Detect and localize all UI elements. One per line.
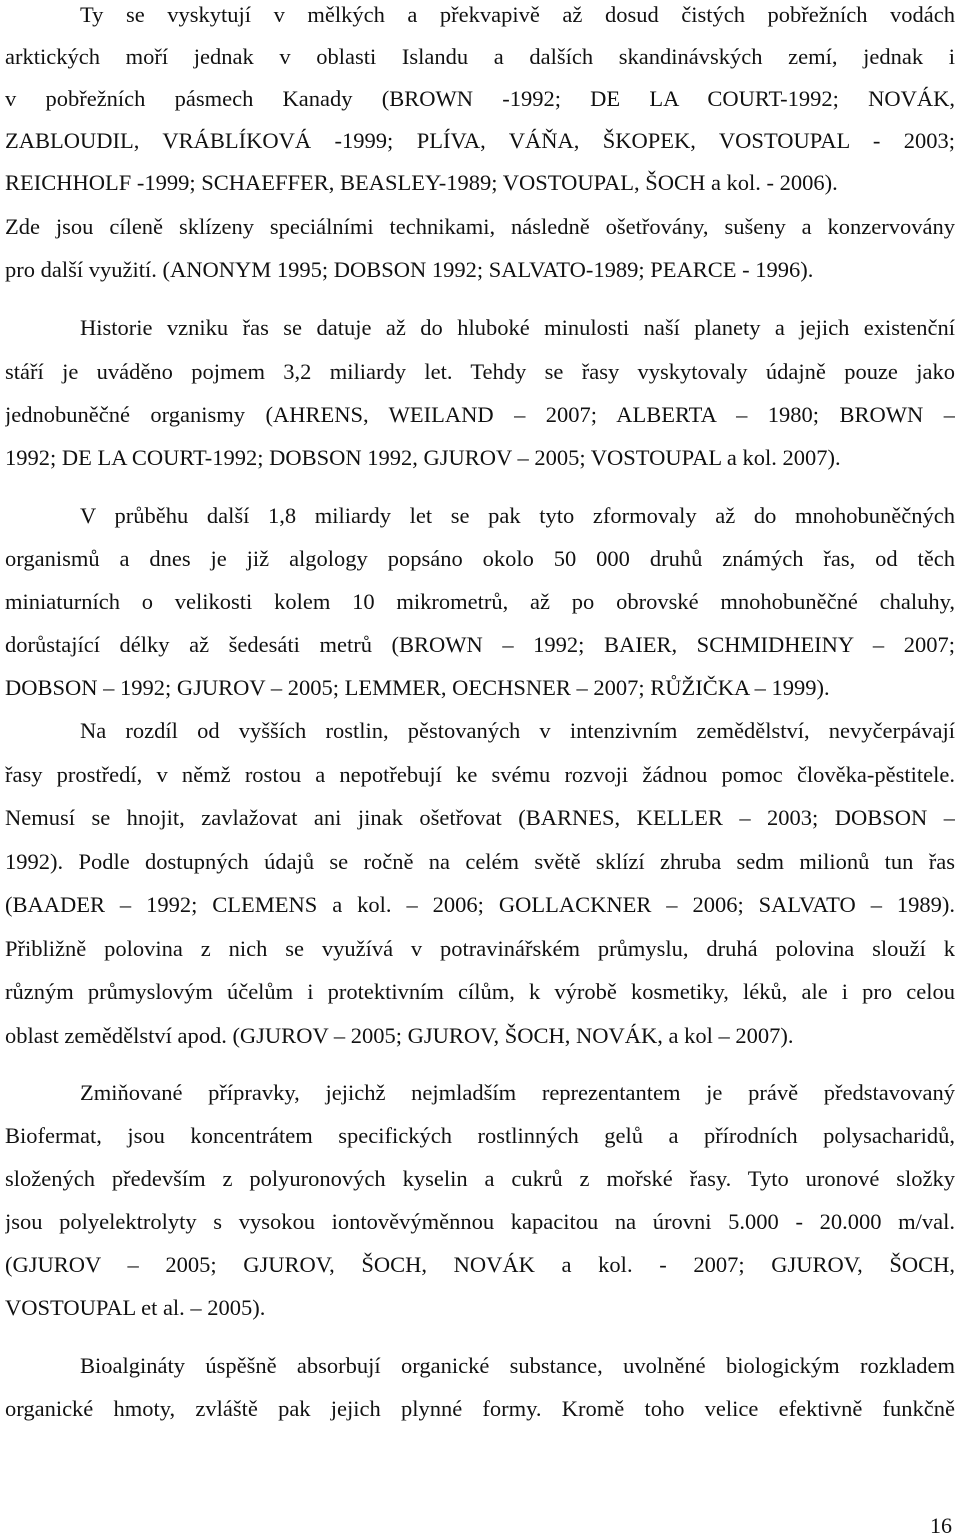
text-line: 1992). Podle dostupných údajů se ročně na celém světě sklízí zhruba sedm milionů tun řas xyxy=(5,849,955,874)
text-line: VOSTOUPAL et al. – 2005). xyxy=(5,1295,266,1320)
text-line: arktických moří jednak v oblasti Islandu a dalších skandinávských zemí, jednak i xyxy=(5,44,955,69)
text-line: organické hmoty, zvláště pak jejich plynné formy. Kromě toho velice efektivně funkčně xyxy=(5,1396,955,1421)
text-line: Historie vzniku řas se datuje až do hluboké minulosti naší planety a jejich existenční xyxy=(80,315,955,340)
text-line: (BAADER – 1992; CLEMENS a kol. – 2006; GOLLACKNER – 2006; SALVATO – 1989). xyxy=(5,892,955,917)
text-line: organismů a dnes je již algology popsáno okolo 50 000 druhů známých řas, od těch xyxy=(5,546,955,571)
text-line: Bioalgináty úspěšně absorbují organické substance, uvolněné biologickým rozkladem xyxy=(80,1353,955,1378)
text-line: pro další využití. (ANONYM 1995; DOBSON 1992; SALVATO-1989; PEARCE - 1996). xyxy=(5,257,814,282)
text-line: REICHHOLF -1999; SCHAEFFER, BEASLEY-1989; VOSTOUPAL, ŠOCH a kol. - 2006). xyxy=(5,170,838,195)
text-line: miniaturních o velikosti kolem 10 mikrometrů, až po obrovské mnohobuněčné chaluhy, xyxy=(5,589,955,614)
page-number: 16 xyxy=(930,1513,952,1538)
text-line: Zmiňované přípravky, jejichž nejmladším reprezentantem je právě představovaný xyxy=(80,1080,955,1105)
text-line: složených především z polyuronových kyselin a cukrů z mořské řasy. Tyto uronové složky xyxy=(5,1166,955,1191)
text-line: Na rozdíl od vyšších rostlin, pěstovaných v intenzivním zemědělství, nevyčerpávají xyxy=(80,718,955,743)
text-line: Nemusí se hnojit, zavlažovat ani jinak ošetřovat (BARNES, KELLER – 2003; DOBSON – xyxy=(5,805,955,830)
text-line: Biofermat, jsou koncentrátem specifických rostlinných gelů a přírodních polysacharidů, xyxy=(5,1123,955,1148)
text-line: Zde jsou cíleně sklízeny speciálními technikami, následně ošetřovány, sušeny a konzervovány xyxy=(5,214,955,239)
text-line: Ty se vyskytují v mělkých a překvapivě až dosud čistých pobřežních vodách xyxy=(80,2,955,27)
text-line: oblast zemědělství apod. (GJUROV – 2005; GJUROV, ŠOCH, NOVÁK, a kol – 2007). xyxy=(5,1023,794,1048)
text-line: různým průmyslovým účelům i protektivním cílům, k výrobě kosmetiky, léků, ale i pro celou xyxy=(5,979,955,1004)
text-line: řasy prostředí, v němž rostou a nepotřebují ke svému rozvoji žádnou pomoc člověka-pěstitele. xyxy=(5,762,955,787)
text-line: V průběhu další 1,8 miliardy let se pak tyto zformovaly až do mnohobuněčných xyxy=(80,503,955,528)
text-line: Přibližně polovina z nich se využívá v potravinářském průmyslu, druhá polovina slouží k xyxy=(5,936,955,961)
text-line: (GJUROV – 2005; GJUROV, ŠOCH, NOVÁK a kol. - 2007; GJUROV, ŠOCH, xyxy=(5,1252,955,1277)
text-line: stáří je uváděno pojmem 3,2 miliardy let. Tehdy se řasy vyskytovaly údajně pouze jako xyxy=(5,359,955,384)
text-line: jsou polyelektrolyty s vysokou iontověvýměnnou kapacitou na úrovni 5.000 - 20.000 m/val. xyxy=(5,1209,955,1234)
text-line: ZABLOUDIL, VRÁBLÍKOVÁ -1999; PLÍVA, VÁŇA, ŠKOPEK, VOSTOUPAL - 2003; xyxy=(5,128,955,153)
text-line: dorůstající délky až šedesáti metrů (BROWN – 1992; BAIER, SCHMIDHEINY – 2007; xyxy=(5,632,955,657)
text-line: 1992; DE LA COURT-1992; DOBSON 1992, GJUROV – 2005; VOSTOUPAL a kol. 2007). xyxy=(5,445,841,470)
text-line: v pobřežních pásmech Kanady (BROWN -1992; DE LA COURT-1992; NOVÁK, xyxy=(5,86,955,111)
text-line: DOBSON – 1992; GJUROV – 2005; LEMMER, OECHSNER – 2007; RŮŽIČKA – 1999). xyxy=(5,675,830,700)
text-line: jednobuněčné organismy (AHRENS, WEILAND – 2007; ALBERTA – 1980; BROWN – xyxy=(5,402,955,427)
